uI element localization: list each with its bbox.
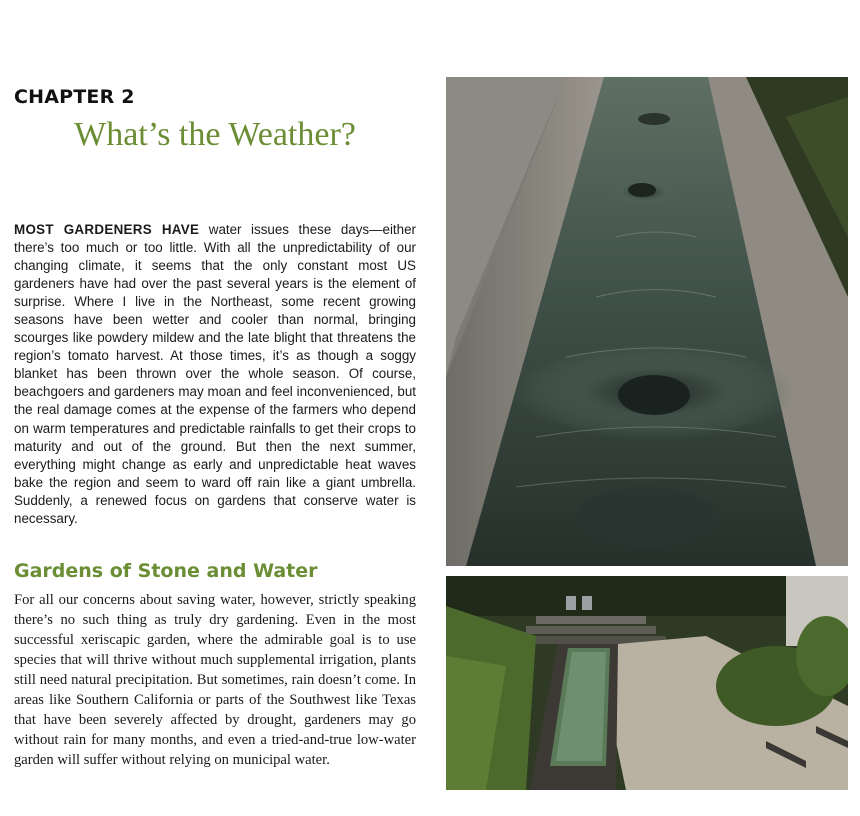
chapter-label: CHAPTER 2: [14, 86, 135, 108]
section-body: For all our concerns about saving water, however, strictly speaking there’s no such thing as truly dry gardening. Even in the most successful xeriscapic garden, where the admirable goal is to use species that will thrive without much supplemental irrigation, plants still need natural precipitation. But sometimes, rain doesn’t come. In areas like Southern California or parts of the Southwest like Texas that have been severely affected by drought, gardeners may go without rain for many months, and even a tried-and-true low-water garden will suffer without relying on municipal water.: [14, 592, 416, 768]
stone-water-rill-photo: [446, 77, 848, 566]
garden-rill-gravel-photo: [446, 576, 848, 790]
intro-text: water issues these days—either there’s too much or too little. With all the unpredictability of our changing climate, it seems that the only constant most US gardeners have had over the past several years is the element of surprise. Where I live in the Northeast, some recent growing seasons have been wetter and cooler than normal, bringing scourges like powdery mildew and the late blight that threatens the region’s tomato harvest. At those times, it’s as though a soggy blanket has been thrown over the whole season. Of course, beachgoers and gardeners may moan and feel inconvenienced, but the real damage comes at the expense of the farmers who depend on warm temperatures and predictable rainfalls to get their crops to maturity and out of the ground. But then the next summer, everything might change as early and unpredictable heat waves bake the region and seem to ward off rain like a giant umbrella. Suddenly, a renewed focus on gardens that conserve water is necessary.: [14, 222, 417, 526]
chapter-title: What’s the Weather?: [74, 116, 356, 153]
intro-lead: MOST GARDENERS HAVE: [14, 222, 200, 237]
intro-paragraph: [14, 221, 416, 528]
section-heading: Gardens of Stone and Water: [14, 560, 318, 582]
